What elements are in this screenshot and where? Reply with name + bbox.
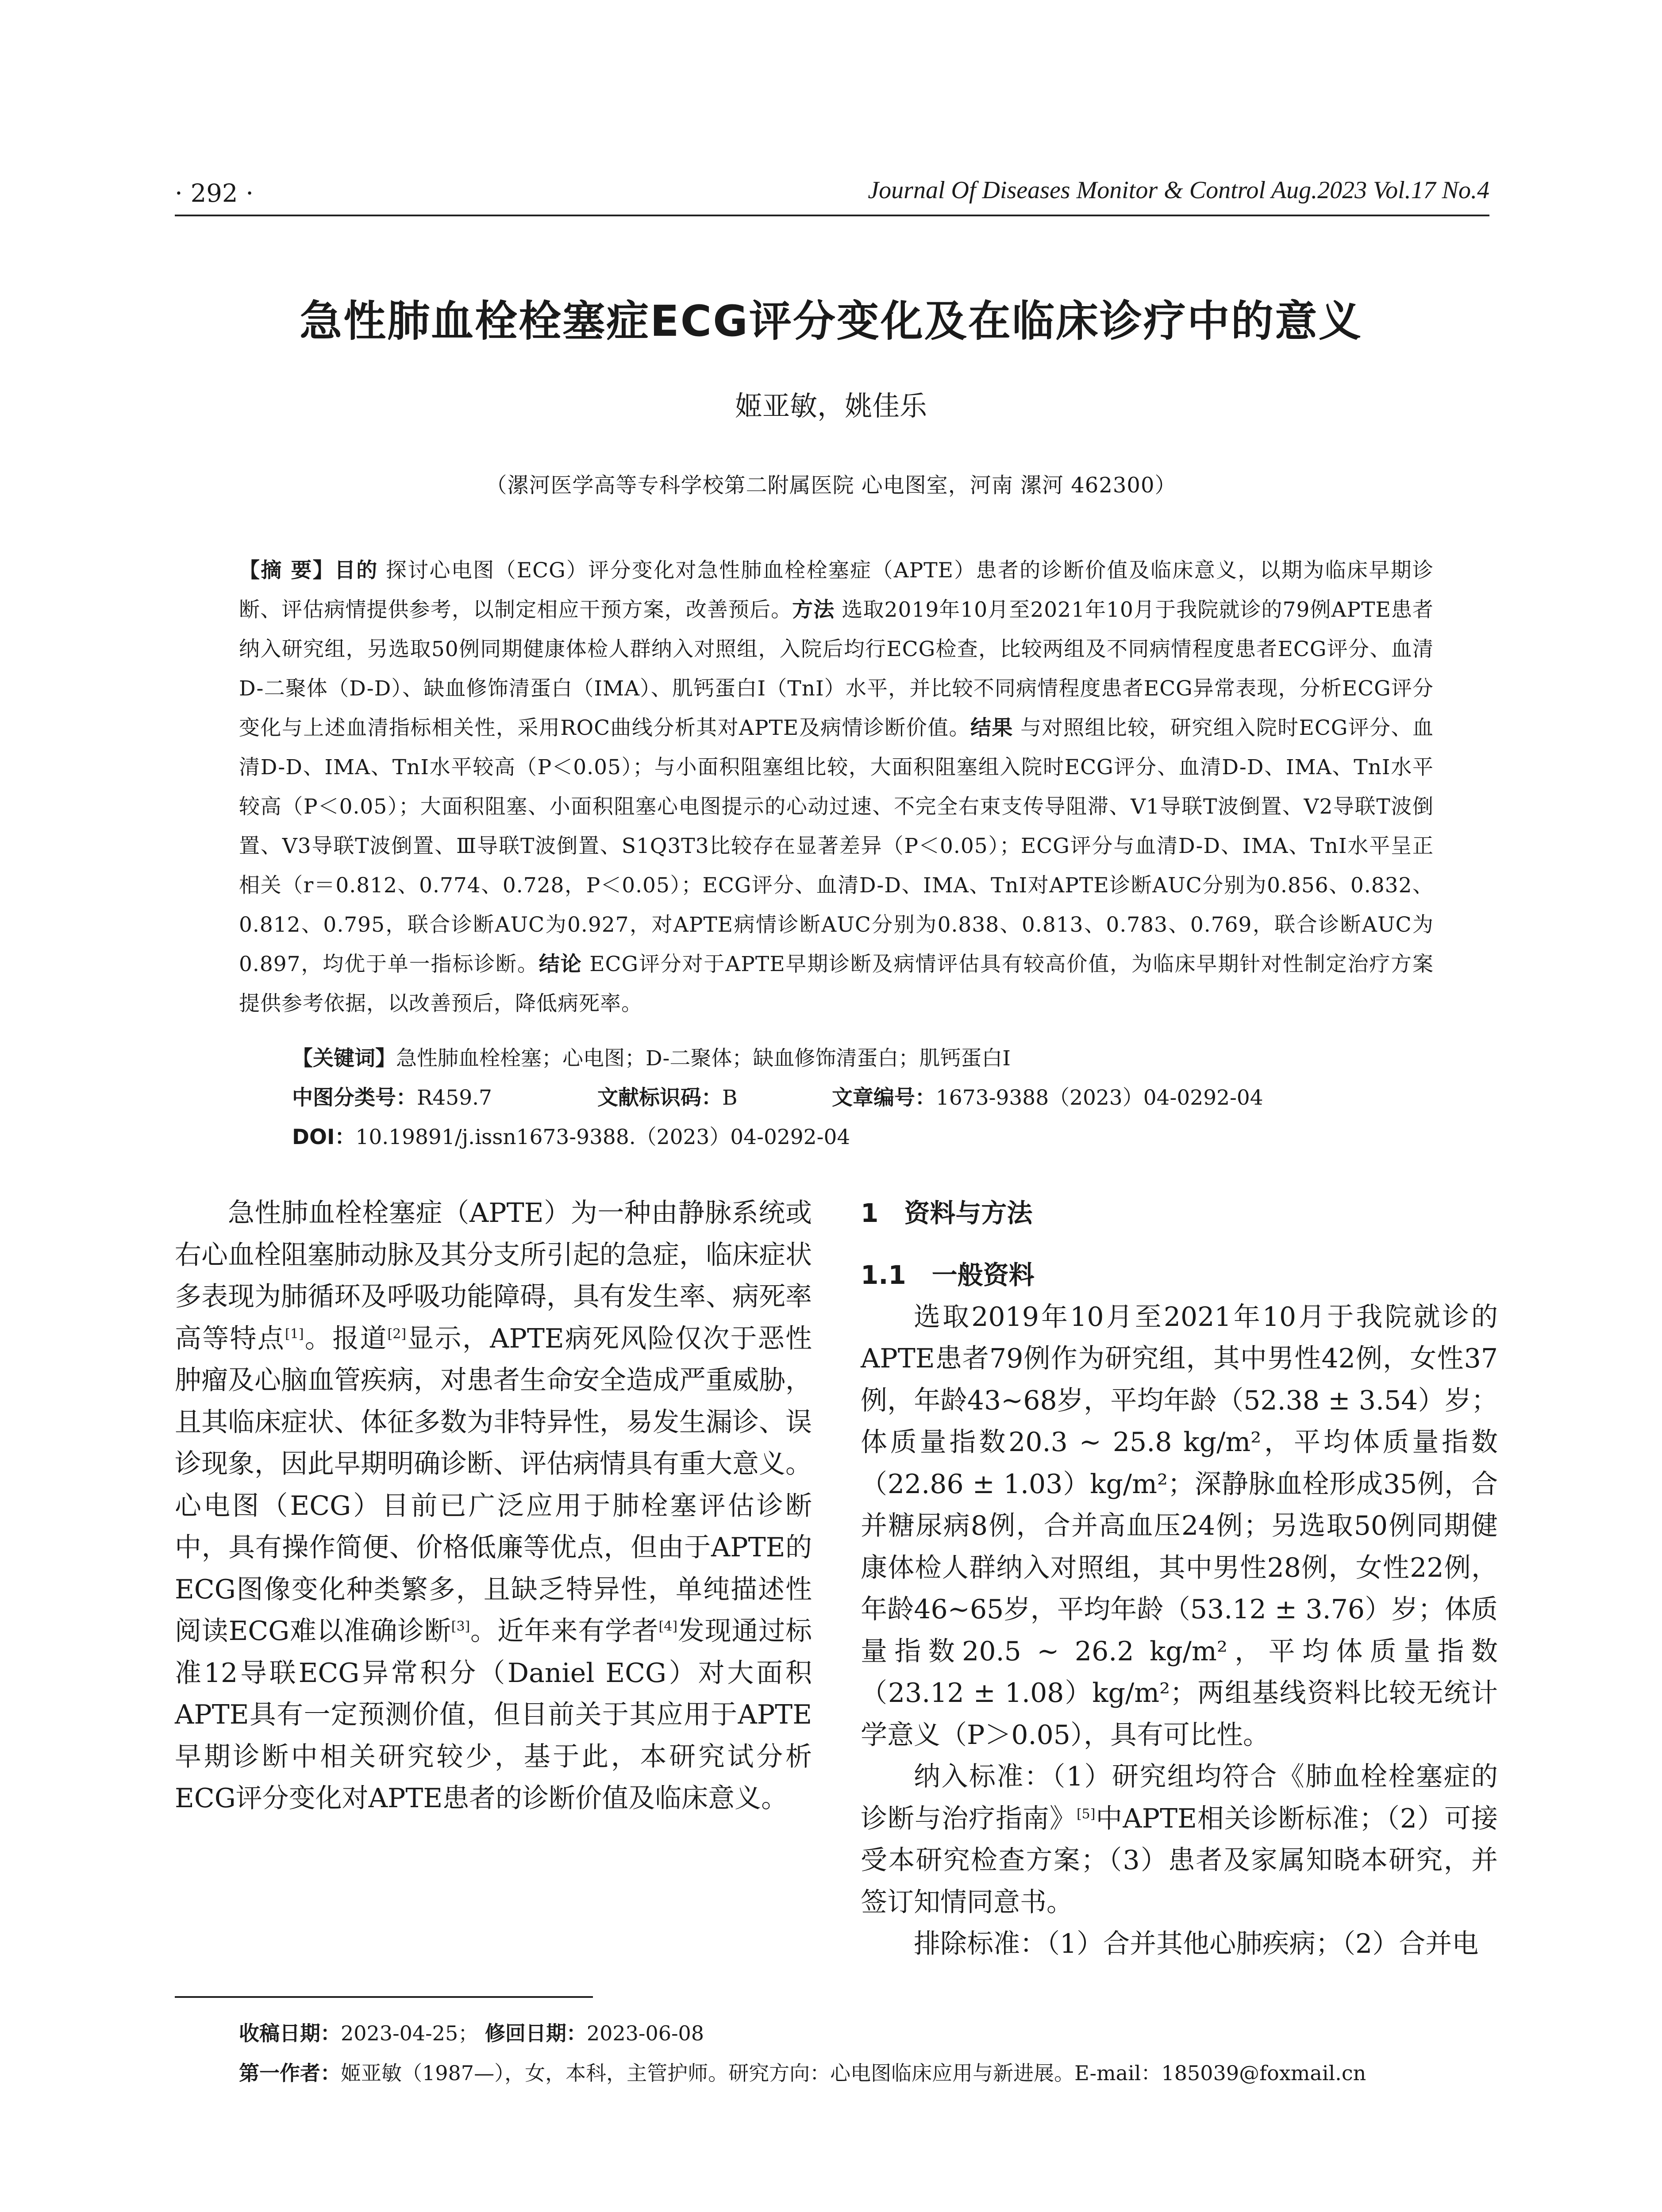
revised-date: 2023-06-08: [586, 2021, 704, 2045]
revised-label: 修回日期：: [485, 2021, 587, 2045]
citation: [1]: [285, 1326, 304, 1342]
doc-label: 文献标识码：: [597, 1086, 722, 1110]
intro-text-4: 。近年来有学者: [470, 1616, 659, 1647]
results-label: 结果: [970, 716, 1013, 740]
inclusion-criteria: [861, 1756, 1498, 1923]
first-author-line: [239, 2057, 1366, 2086]
keywords: [292, 1042, 1420, 1071]
document-code: [597, 1081, 738, 1111]
journal-header: Journal Of Diseases Monitor & Control Aug.2023 Vol.17 No.4: [868, 177, 1489, 204]
article-value: 1673-9388（2023）04-0292-04: [936, 1086, 1263, 1110]
affiliation: （漯河医学高等专科学校第二附属医院 心电图室，河南 漯河 462300）: [485, 473, 1177, 498]
received-label: 收稿日期：: [239, 2021, 341, 2045]
first-author-info: 姬亚敏（1987—），女，本科，主管护师。研究方向：心电图临床应用与新进展。E-mail：185039@foxmail.cn: [341, 2061, 1366, 2085]
clc-code: [292, 1081, 492, 1111]
conclusion-label: 结论: [539, 952, 582, 976]
article-number: [832, 1081, 1263, 1111]
intro-text-1: 急性肺血栓栓塞症（APTE）为一种由静脉系统或右心血栓阻塞肺动脉及其分支所引起的急症，临床症状多表现为肺循环及呼吸功能障碍，具有发生率、病死率高等特点: [175, 1198, 812, 1354]
paper-title: 急性肺血栓栓塞症ECG评分变化及在临床诊疗中的意义: [300, 296, 1362, 346]
intro-text-5: 发现通过标准12导联ECG异常积分（Daniel ECG）对大面积APTE具有一定预测价值，但目前关于其应用于APTE早期诊断中相关研究较少，基于此，本研究试分析ECG评分变化对APTE患者的诊断价值及临床意义。: [175, 1616, 812, 1814]
general-data-paragraph: 选取2019年10月至2021年10月于我院就诊的APTE患者79例作为研究组，其中男性42例，女性37例，年龄43~68岁，平均年龄（52.38 ± 3.54）岁；体质量指数20.3 ~ 25.8 kg/m²，平均体质量指数（22.86 ± 1.03）kg/m²；深静脉血栓形成35例，合并糖尿病8例，合并高血压24例；另选取50例同期健康体检人群纳入对照组，其中男性28例，女性22例，年龄46~65岁，平均年龄（53.12 ± 3.76）岁；体质量指数20.5 ~ 26.2 kg/m²，平均体质量指数（23.12 ± 1.08）kg/m²；两组基线资料比较无统计学意义（P＞0.05），具有可比性。: [861, 1301, 1498, 1751]
inclusion-text-2: 中APTE相关诊断标准；（2）可接受本研究检查方案；（3）患者及家属知晓本研究，并签订知情同意书。: [861, 1803, 1498, 1918]
first-author-label: 第一作者：: [239, 2061, 341, 2085]
abstract-label: 【摘 要】: [239, 558, 335, 583]
citation: [4]: [658, 1619, 678, 1634]
authors: 姬亚敏，姚佳乐: [735, 390, 927, 422]
right-column: [861, 1192, 1498, 1965]
received-date: 2023-04-25；: [341, 2021, 479, 2045]
clc-label: 中图分类号：: [292, 1086, 417, 1110]
footnote-rule: [175, 1996, 593, 1998]
doi: [292, 1121, 850, 1150]
page-number: · 292 ·: [175, 179, 254, 208]
methods-label: 方法: [792, 598, 835, 622]
keywords-label: 【关键词】: [292, 1046, 396, 1071]
exclusion-criteria: 排除标准：（1）合并其他心肺疾病；（2）合并电: [914, 1928, 1479, 1959]
conclusion-text: ECG评分对于APTE早期诊断及病情评估具有较高价值，为临床早期针对性制定治疗方案提供参考依据，以改善预后，降低病死率。: [239, 952, 1434, 1016]
intro-text-2: 。报道: [304, 1323, 388, 1354]
inclusion-text-1: 纳入标准：（1）研究组均符合《肺血栓栓塞症的诊断与治疗指南》: [861, 1761, 1498, 1834]
doi-value: 10.19891/j.issn1673-9388.（2023）04-0292-04: [355, 1125, 850, 1149]
intro-text-3: 显示，APTE病死风险仅次于恶性肿瘤及心脑血管疾病，对患者生命安全造成严重威胁，且其临床症状、体征多数为非特异性，易发生漏诊、误诊现象，因此早期明确诊断、评估病情具有重大意义。心电图（ECG）目前已广泛应用于肺栓塞评估诊断中，具有操作简便、价格低廉等优点，但由于APTE的ECG图像变化种类繁多，且缺乏特异性，单纯描述性阅读ECG难以准确诊断: [175, 1323, 812, 1647]
clc-value: R459.7: [417, 1086, 492, 1110]
subsection-heading: 1.1 一般资料: [861, 1260, 1035, 1290]
left-column: [175, 1192, 812, 1820]
results-text: 与对照组比较，研究组入院时ECG评分、血清D-D、IMA、TnI水平较高（P＜0.05）；与小面积阻塞组比较，大面积阻塞组入院时ECG评分、血清D-D、IMA、TnI水平较高（P＜0.05）；大面积阻塞、小面积阻塞心电图提示的心动过速、不完全右束支传导阻滞、V1导联T波倒置、V2导联T波倒置、V3导联T波倒置、Ⅲ导联T波倒置、S1Q3T3比较存在显著差异（P＜0.05）；ECG评分与血清D-D、IMA、TnI水平呈正相关（r＝0.812、0.774、0.728，P＜0.05）；ECG评分、血清D-D、IMA、TnI对APTE诊断AUC分别为0.856、0.832、0.812、0.795，联合诊断AUC为0.927，对APTE病情诊断AUC分别为0.838、0.813、0.783、0.769，联合诊断AUC为0.897，均优于单一指标诊断。: [239, 716, 1434, 976]
keywords-text: 急性肺血栓栓塞；心电图；D-二聚体；缺血修饰清蛋白；肌钙蛋白I: [396, 1046, 1011, 1071]
received-date-line: [239, 2017, 704, 2047]
abstract: [239, 551, 1434, 1023]
intro-paragraph: [175, 1192, 812, 1820]
citation: [3]: [451, 1619, 470, 1634]
purpose-label: 目的: [334, 558, 378, 583]
doc-value: B: [722, 1086, 738, 1110]
methods-text: 选取2019年10月至2021年10月于我院就诊的79例APTE患者纳入研究组，另选取50例同期健康体检人群纳入对照组，入院后均行ECG检查，比较两组及不同病情程度患者ECG评分、血清D-二聚体（D-D）、缺血修饰清蛋白（IMA）、肌钙蛋白I（TnI）水平，并比较不同病情程度患者ECG异常表现，分析ECG评分变化与上述血清指标相关性，采用ROC曲线分析其对APTE及病情诊断价值。: [239, 598, 1434, 740]
section-heading: 1 资料与方法: [861, 1198, 1033, 1228]
citation: [5]: [1076, 1806, 1096, 1822]
purpose-text: 探讨心电图（ECG）评分变化对急性肺血栓栓塞症（APTE）患者的诊断价值及临床意义，以期为临床早期诊断、评估病情提供参考，以制定相应干预方案，改善预后。: [239, 558, 1434, 622]
header-rule: [175, 215, 1489, 216]
doi-label: DOI：: [292, 1125, 356, 1149]
article-label: 文章编号：: [832, 1086, 936, 1110]
citation: [2]: [387, 1326, 407, 1342]
